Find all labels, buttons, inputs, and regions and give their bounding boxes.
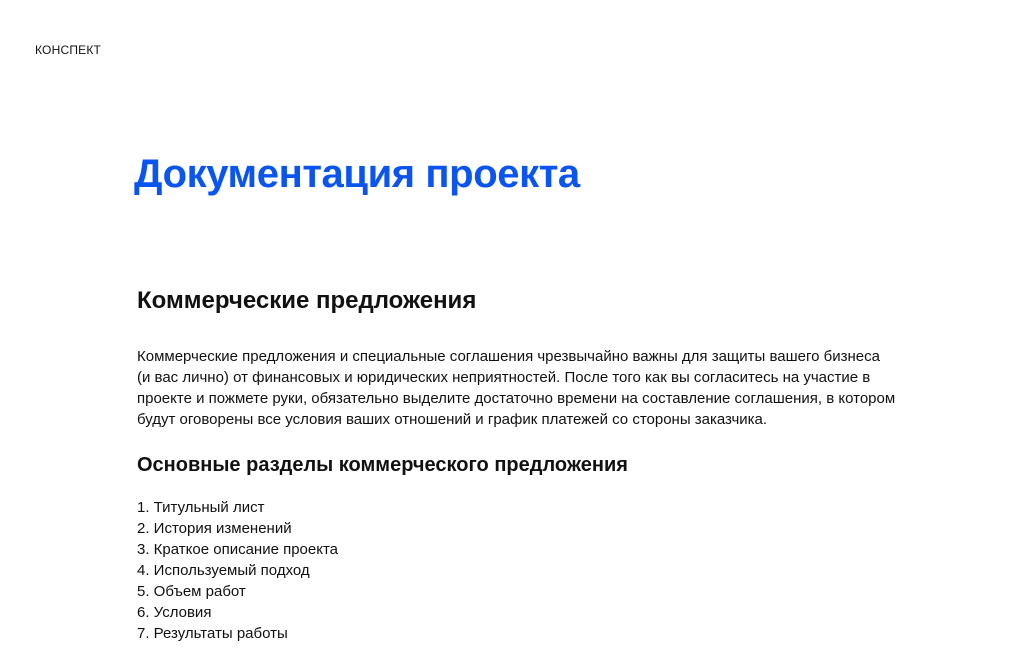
- page-title: Документация проекта: [134, 152, 580, 196]
- section-heading: Коммерческие предложения: [137, 287, 477, 314]
- list-item: 7. Результаты работы: [137, 625, 288, 642]
- list-item: 3. Краткое описание проекта: [137, 541, 339, 558]
- list-item: 2. История изменений: [137, 520, 292, 537]
- subsection-heading: Основные разделы коммерческого предложения: [137, 454, 628, 476]
- list-item: 6. Условия: [137, 604, 212, 621]
- brand-logo-text: КОНСПЕКТ: [35, 43, 102, 57]
- list-item: 4. Используемый подход: [137, 562, 310, 579]
- list-item: 5. Объем работ: [137, 583, 246, 600]
- list-item: 1. Титульный лист: [137, 499, 265, 516]
- section-paragraph: Коммерческие предложения и специальные соглашения чрезвычайно важны для защиты вашего бизнеса (и вас лично) от финансовых и юридических неприятностей. После того как вы согласитесь на участие в проекте и пожмете руки, обязательно выделите достаточно времени на составление соглашения, в котором будут оговорены все условия ваших отношений и график платежей со стороны заказчика.: [137, 348, 896, 428]
- content-section: [137, 284, 897, 644]
- proposal-sections-list: [137, 497, 897, 644]
